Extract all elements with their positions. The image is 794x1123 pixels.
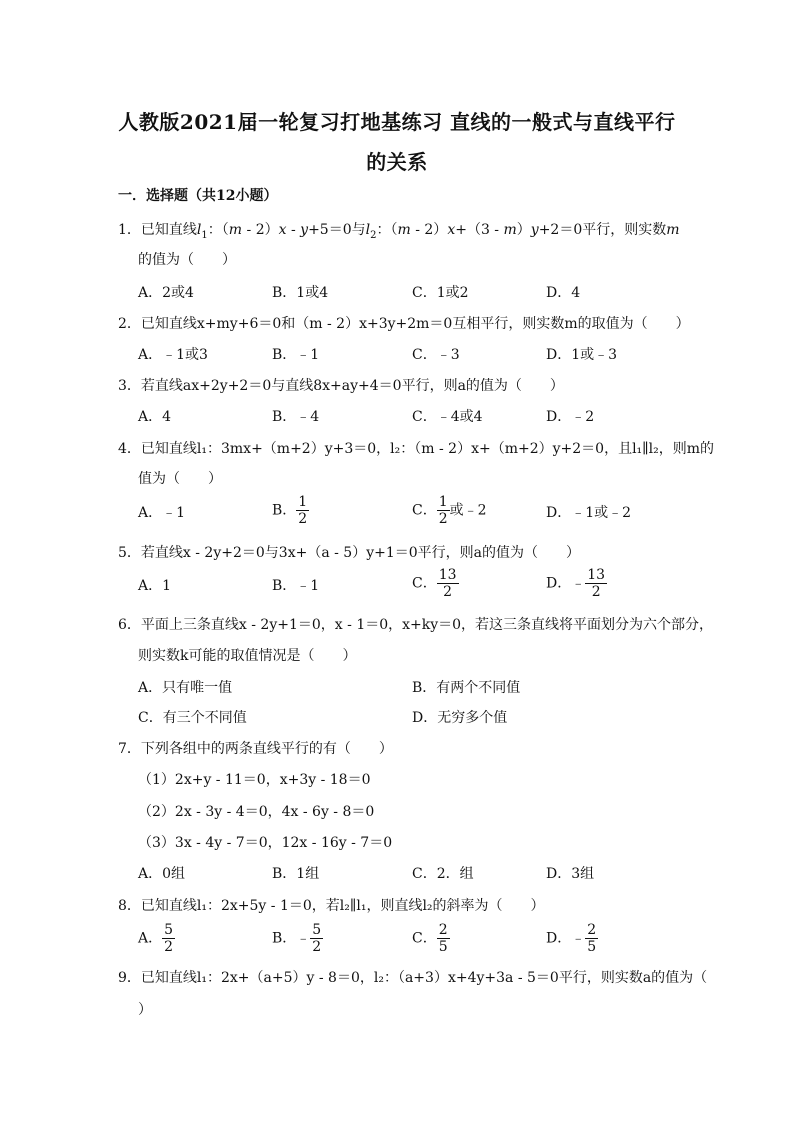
q3-option-b[interactable]: B．﹣4 (272, 409, 320, 425)
q4-option-a[interactable]: A．﹣1 (138, 505, 186, 521)
q1-option-d[interactable]: D．4 (546, 285, 581, 301)
q4-option-d[interactable]: D．﹣1或﹣2 (546, 505, 632, 521)
question-4: 4．已知直线l₁：3mx+（m+2）y+3＝0，l₂：（m - 2）x+（m+2）y+2＝0，且l₁∥l₂，则m的 (118, 441, 714, 457)
question-1-cont: 的值为（ ） (138, 252, 236, 268)
q2-option-a[interactable]: A．﹣1或3 (138, 347, 208, 363)
fraction: $\frac{1}{2}$ (298, 494, 308, 527)
question-7: 7．下列各组中的两条直线平行的有（ ） (118, 741, 393, 757)
q7-option-a[interactable]: A．0组 (138, 866, 186, 882)
question-1: 1．已知直线$l_1$：（m - 2）x - y+5＝0与$l_2$：（m - 2）x+（3 - m）y+2＝0平行，则实数m (118, 222, 680, 241)
question-6: 6．平面上三条直线x - 2y+1＝0，x - 1＝0，x+ky＝0，若这三条直线将平面划分为六个部分， (118, 617, 714, 633)
fraction: $\frac{5}{2}$ (164, 922, 174, 955)
q6-option-b[interactable]: B．有两个不同值 (412, 680, 521, 696)
q5-option-b[interactable]: B．﹣1 (272, 578, 320, 594)
question-4-cont: 值为（ ） (138, 471, 222, 487)
document-title-line1: 人教版2021届一轮复习打地基练习 直线的一般式与直线平行 (118, 110, 676, 134)
q1-option-a[interactable]: A．2或4 (138, 285, 194, 301)
q7-option-b[interactable]: B．1组 (272, 866, 320, 882)
q8-option-b[interactable]: B．﹣ $\frac{5}{2}$ (272, 922, 322, 955)
fraction: $\frac{13}{2}$ (438, 567, 457, 600)
q7-item-3: （3）3x - 4y - 7＝0，12x - 16y - 7＝0 (138, 835, 393, 851)
document-title-line2: 的关系 (366, 150, 428, 174)
question-3: 3．若直线ax+2y+2＝0与直线8x+ay+4＝0平行，则a的值为（ ） (118, 378, 564, 394)
q2-option-d[interactable]: D．1或﹣3 (546, 347, 618, 363)
q5-option-d[interactable]: D．﹣ $\frac{13}{2}$ (546, 567, 606, 600)
q1-option-b[interactable]: B．1或4 (272, 285, 329, 301)
q8-option-c[interactable]: C． $\frac{2}{5}$ (412, 922, 448, 955)
fraction: $\frac{2}{5}$ (587, 922, 597, 955)
q7-item-2: （2）2x - 3y - 4＝0，4x - 6y - 8＝0 (138, 804, 375, 820)
q8-option-d[interactable]: D．﹣ $\frac{2}{5}$ (546, 922, 597, 955)
section-heading: 一．选择题（共12小题） (118, 188, 278, 204)
fraction: $\frac{2}{5}$ (438, 922, 448, 955)
fraction: $\frac{1}{2}$ (438, 494, 448, 527)
q7-option-d[interactable]: D．3组 (546, 866, 595, 882)
q6-option-c[interactable]: C．有三个不同值 (138, 710, 247, 726)
q3-option-c[interactable]: C．﹣4或4 (412, 409, 483, 425)
question-2: 2．已知直线x+my+6＝0和（m - 2）x+3y+2m＝0互相平行，则实数m的取值为（ ） (118, 316, 690, 332)
question-9: 9．已知直线l₁：2x+（a+5）y - 8＝0，l₂：（a+3）x+4y+3a - 5＝0平行，则实数a的值为（ (118, 970, 708, 986)
q6-option-a[interactable]: A．只有唯一值 (138, 680, 233, 696)
q7-item-1: （1）2x+y - 11＝0，x+3y - 18＝0 (138, 772, 371, 788)
fraction: $\frac{5}{2}$ (312, 922, 322, 955)
fraction: $\frac{13}{2}$ (587, 567, 606, 600)
q3-option-d[interactable]: D．﹣2 (546, 409, 595, 425)
question-6-cont: 则实数k可能的取值情况是（ ） (138, 648, 357, 664)
question-5: 5．若直线x - 2y+2＝0与3x+（a - 5）y+1＝0平行，则a的值为（ ） (118, 545, 581, 561)
q5-option-c[interactable]: C． $\frac{13}{2}$ (412, 567, 457, 600)
q3-option-a[interactable]: A．4 (138, 409, 172, 425)
q6-option-d[interactable]: D．无穷多个值 (412, 710, 508, 726)
question-9-cont: ） (138, 1002, 152, 1018)
q4-option-c[interactable]: C． $\frac{1}{2}$ 或﹣2 (412, 494, 487, 527)
q7-option-c[interactable]: C．2．组 (412, 866, 474, 882)
q4-option-b[interactable]: B． $\frac{1}{2}$ (272, 494, 308, 527)
q5-option-a[interactable]: A．1 (138, 578, 172, 594)
q1-option-c[interactable]: C．1或2 (412, 285, 469, 301)
q2-option-c[interactable]: C．﹣3 (412, 347, 460, 363)
q8-option-a[interactable]: A． $\frac{5}{2}$ (138, 922, 174, 955)
question-8: 8．已知直线l₁：2x+5y - 1＝0，若l₂∥l₁，则直线l₂的斜率为（ ） (118, 898, 545, 914)
q2-option-b[interactable]: B．﹣1 (272, 347, 320, 363)
